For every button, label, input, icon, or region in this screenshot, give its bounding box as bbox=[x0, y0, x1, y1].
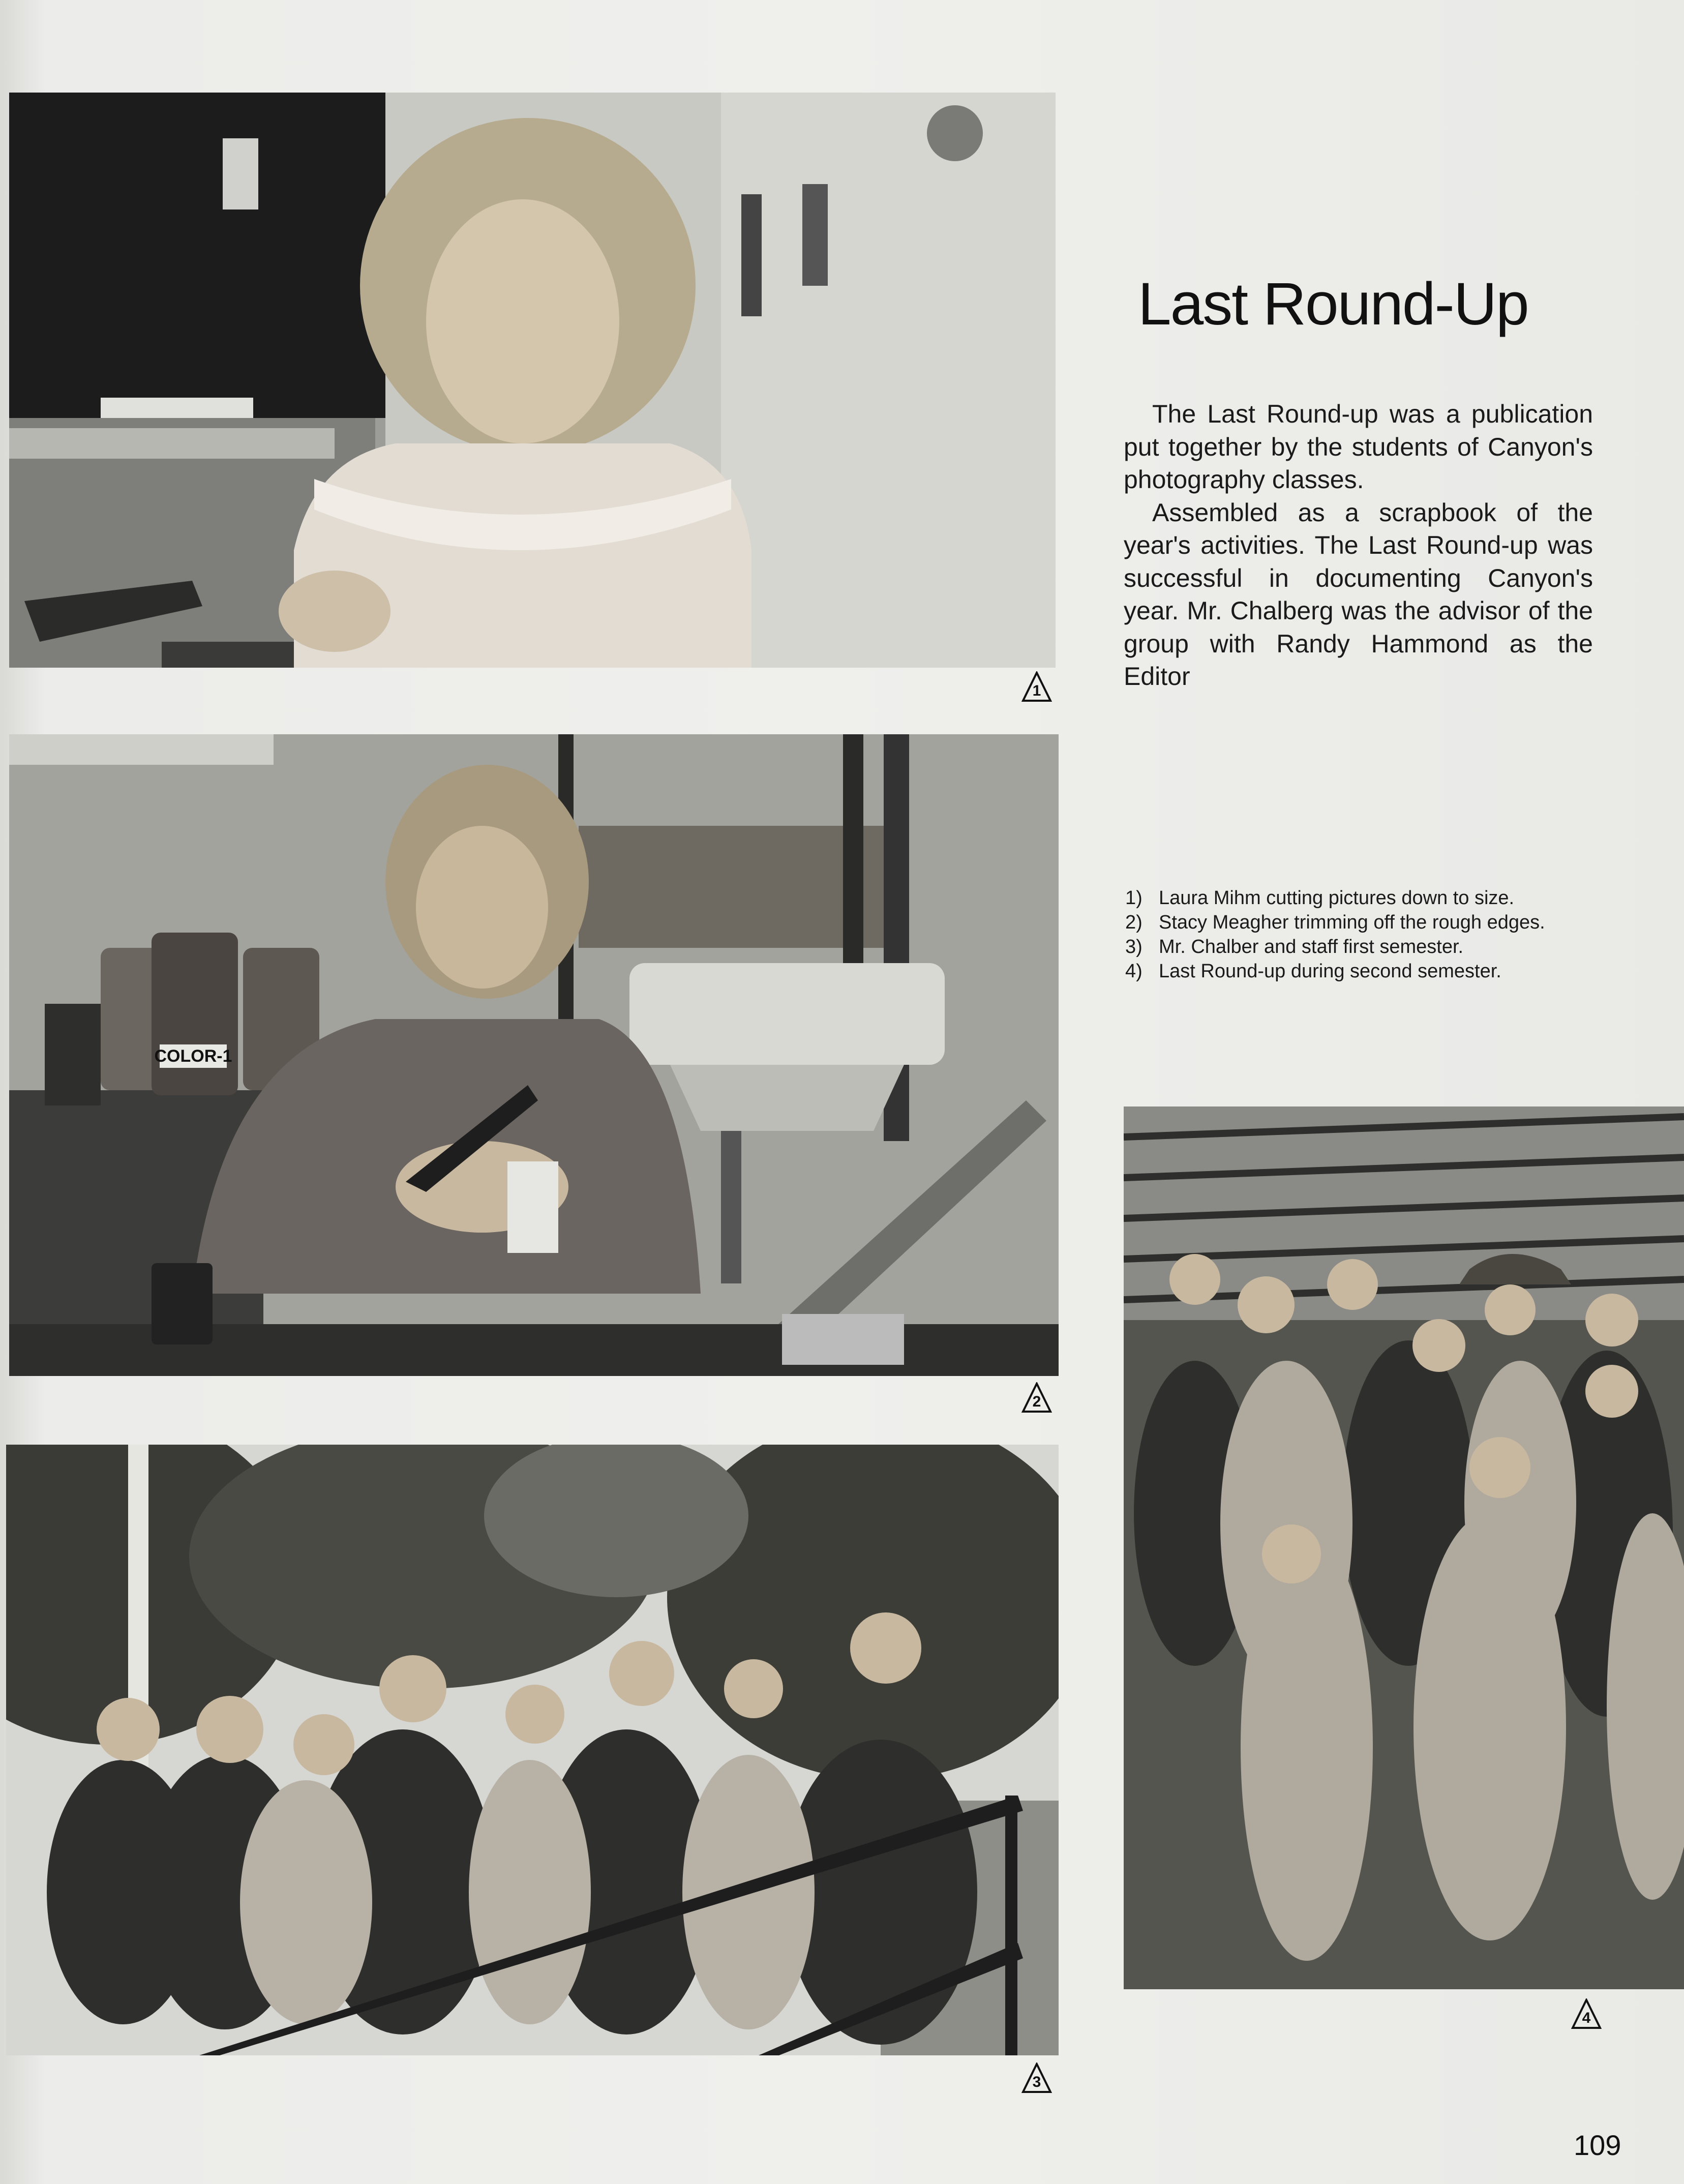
photo-marker-1 bbox=[1021, 671, 1052, 703]
photo-4 bbox=[1124, 1106, 1684, 1989]
caption-text: Stacy Meagher trimming off the rough edges. bbox=[1159, 912, 1545, 933]
article-body bbox=[1124, 398, 1593, 693]
caption-number: 4) bbox=[1125, 961, 1142, 982]
caption-number: 3) bbox=[1125, 936, 1142, 958]
caption-item bbox=[1125, 886, 1596, 910]
article-paragraph: The Last Round-up was a publication put together by the students of Canyon's photography classes. bbox=[1124, 400, 1593, 494]
article-paragraph: Assembled as a scrapbook of the year's activities. The Last Round-up was successful in documenting Canyon's year. Mr. Chalberg was the advisor of the group with Randy Hammond as the Editor bbox=[1124, 498, 1593, 691]
caption-item bbox=[1125, 935, 1596, 959]
caption-text: Laura Mihm cutting pictures down to size. bbox=[1159, 887, 1515, 909]
photo-1 bbox=[9, 93, 1056, 668]
photo-marker-2 bbox=[1021, 1382, 1052, 1414]
bottle-label: COLOR-1 bbox=[154, 1046, 232, 1066]
caption-text: Mr. Chalber and staff first semester. bbox=[1159, 936, 1464, 958]
photo-marker-4 bbox=[1571, 1998, 1602, 2030]
photo-marker-number: 1 bbox=[1032, 682, 1041, 699]
photo-2 bbox=[9, 734, 1059, 1376]
caption-item bbox=[1125, 959, 1596, 983]
photo-marker-3 bbox=[1021, 2062, 1052, 2094]
page-number: 109 bbox=[1574, 2129, 1621, 2161]
photo-2-image bbox=[9, 734, 1059, 1376]
photo-marker-number: 3 bbox=[1032, 2074, 1041, 2090]
photo-3 bbox=[6, 1445, 1059, 2055]
caption-number: 2) bbox=[1125, 912, 1142, 933]
caption-number: 1) bbox=[1125, 887, 1142, 909]
page-title: Last Round-Up bbox=[1138, 271, 1528, 338]
photo-4-image bbox=[1124, 1106, 1684, 1989]
photo-captions bbox=[1125, 886, 1596, 983]
caption-item bbox=[1125, 910, 1596, 935]
photo-3-image bbox=[6, 1445, 1059, 2055]
photo-marker-number: 4 bbox=[1582, 2010, 1591, 2026]
photo-1-image bbox=[9, 93, 1056, 668]
caption-text: Last Round-up during second semester. bbox=[1159, 961, 1501, 982]
photo-marker-number: 2 bbox=[1032, 1393, 1041, 1410]
